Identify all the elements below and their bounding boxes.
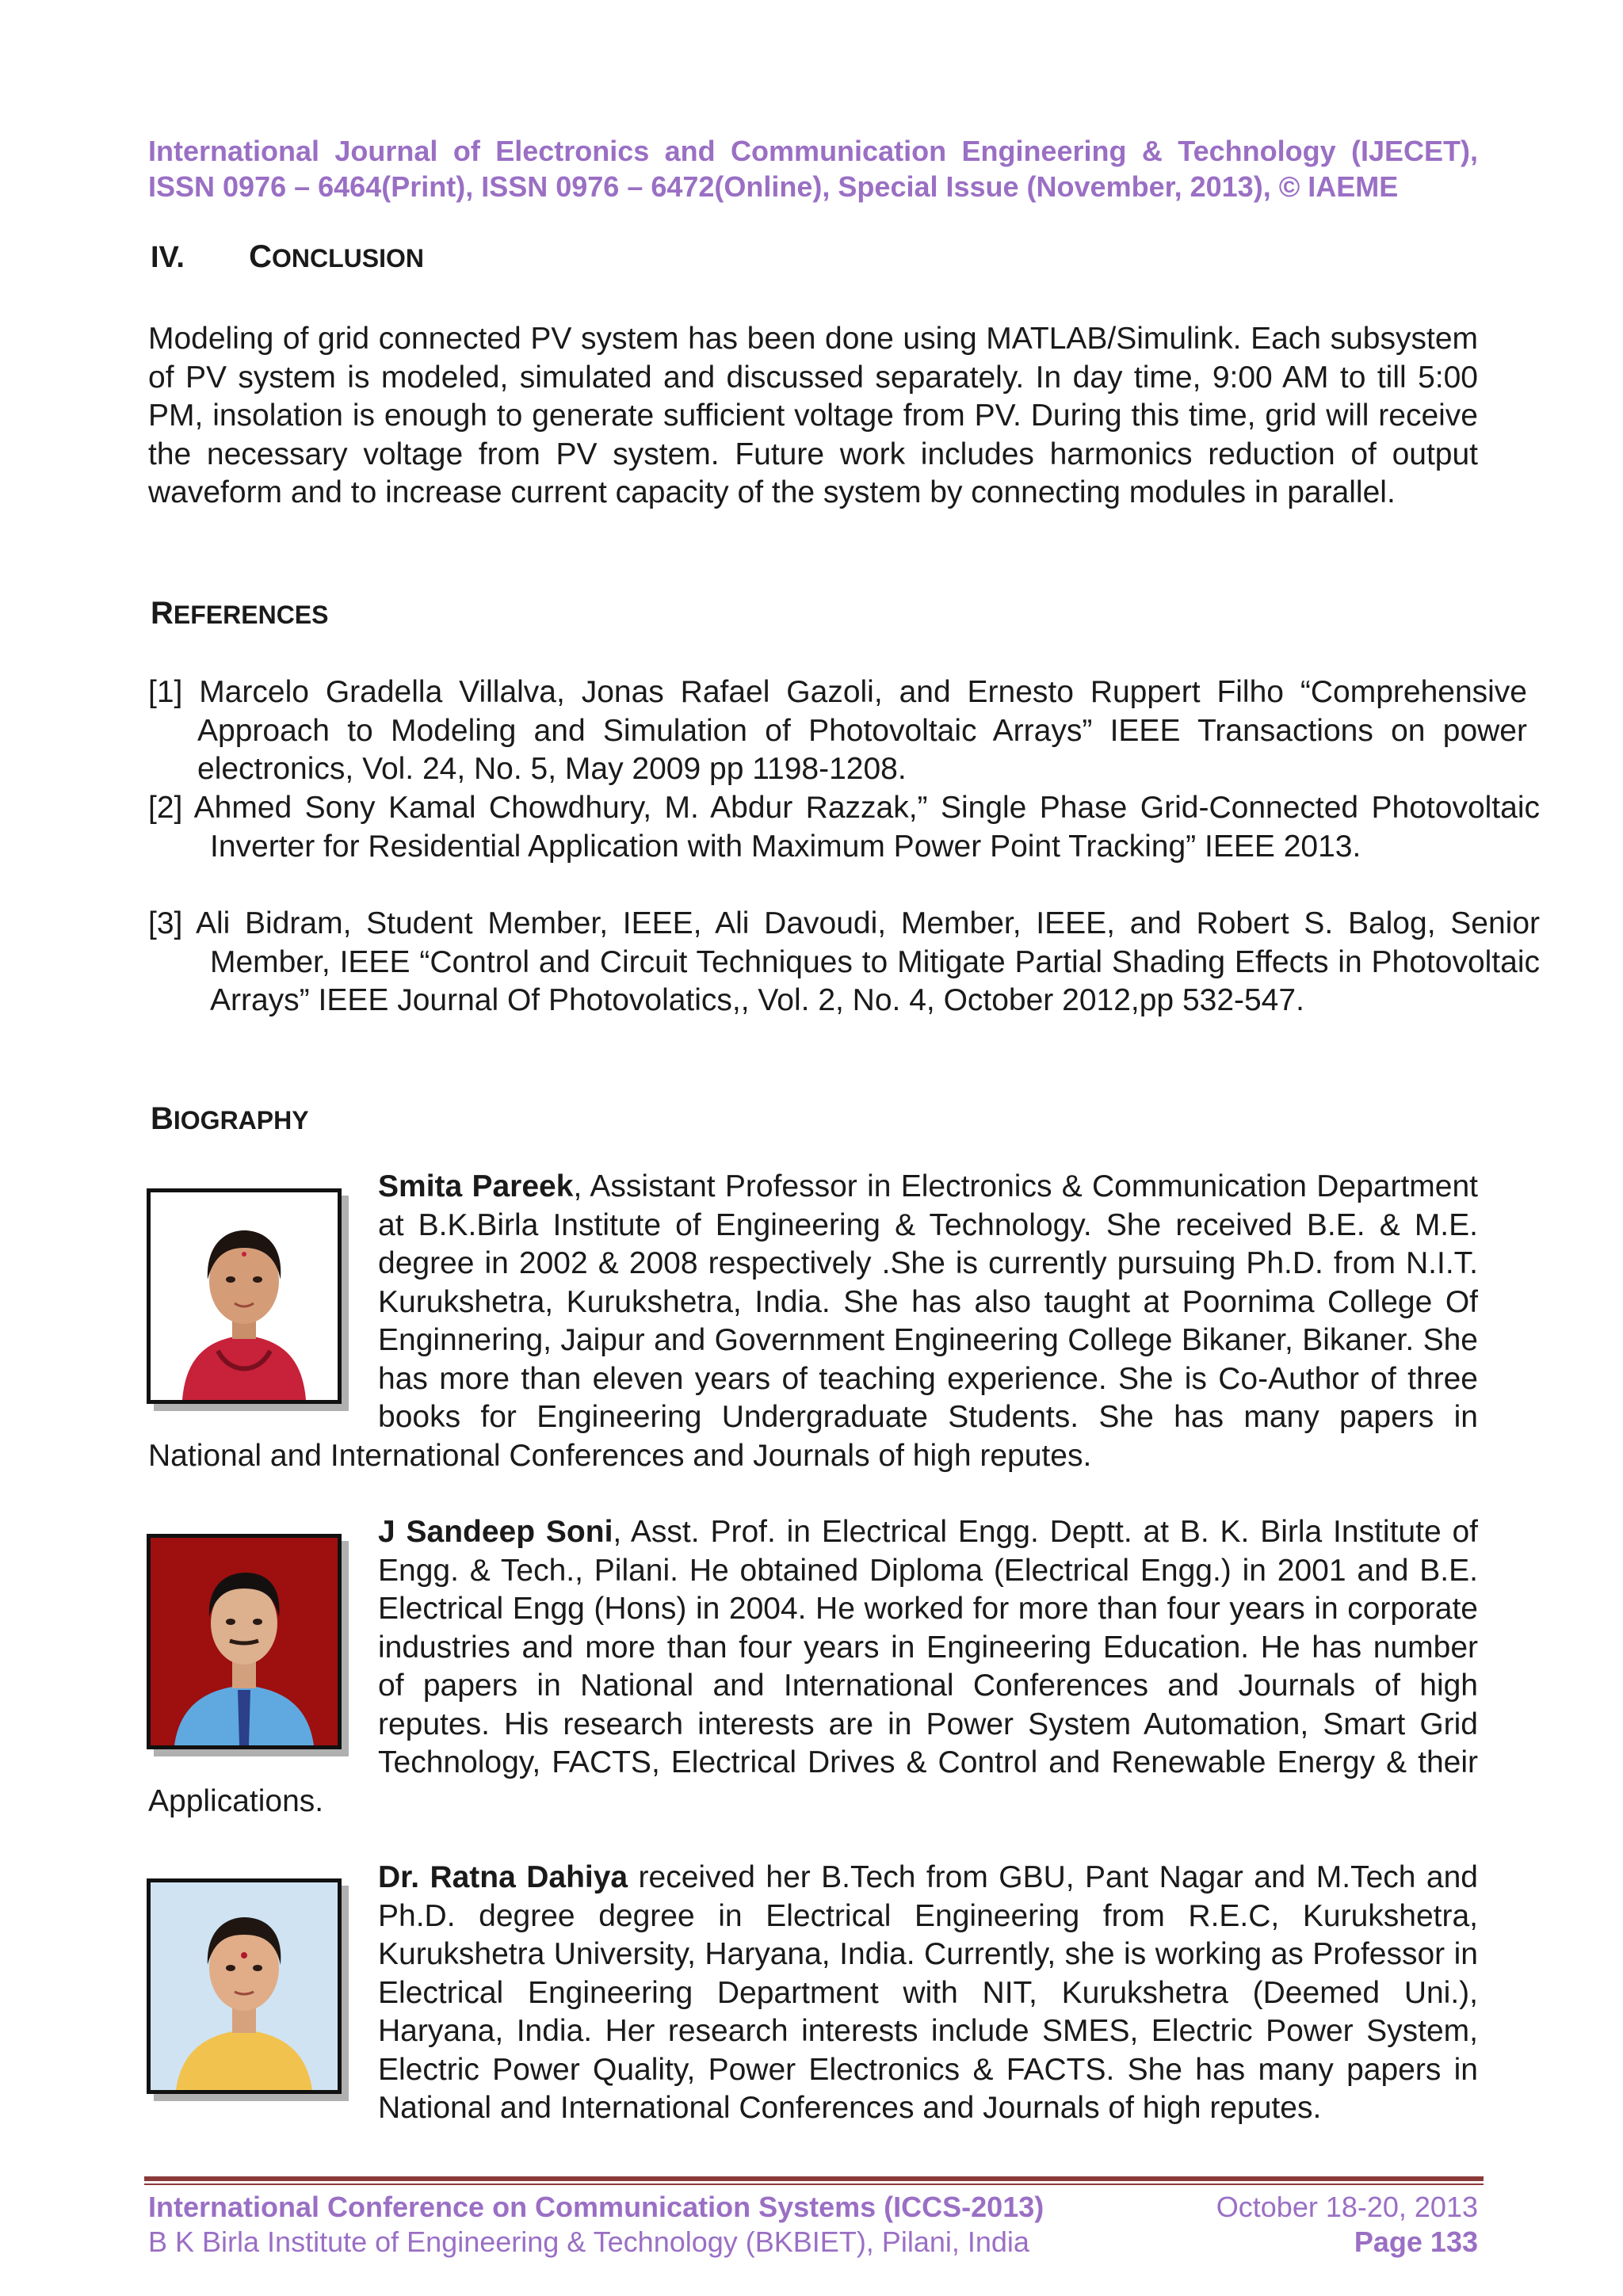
bio-j-sandeep-soni bbox=[148, 1513, 1478, 1821]
section-number: IV. bbox=[151, 241, 185, 274]
journal-header-line2: ISSN 0976 – 6464(Print), ISSN 0976 – 6472(Online), Special Issue (November, 2013), © IAEME bbox=[148, 170, 1399, 203]
footer-page-number: Page 133 bbox=[1354, 2225, 1478, 2258]
heading-initial: C bbox=[249, 239, 272, 274]
footer-institute: B K Birla Institute of Engineering & Technology (BKBIET), Pilani, India bbox=[148, 2225, 1029, 2258]
biography-heading bbox=[151, 1101, 309, 1137]
reference-item-2: [2] Ahmed Sony Kamal Chowdhury, M. Abdur Razzak,” Single Phase Grid-Connected Photovoltaic Inverter for Residential Application with Maximum Power Point Tracking” IEEE 2013. bbox=[148, 791, 1540, 864]
reference-item-1: [1] Marcelo Gradella Villalva, Jonas Rafael Gazoli, and Ernesto Ruppert Filho “Comprehensive Approach to Modeling and Simulation of Photovoltaic Arrays” IEEE Transactions on power electronics, Vol. 24, No. 5, May 2009 pp 1198-1208. bbox=[148, 675, 1527, 786]
bio-smita-pareek bbox=[148, 1168, 1478, 1475]
footer-dates: October 18-20, 2013 bbox=[1216, 2191, 1478, 2223]
footer-conference: International Conference on Communication Systems (ICCS-2013) bbox=[148, 2191, 1044, 2223]
author-bio-text: , Assistant Professor in Electronics & Communication Department at B.K.Birla Institute of Engineering & Technology. She received B.E. & M.E. degree in 2002 & 2008 respectively .She is currently pursuing Ph.D. from N.I.T. Kurukshetra, Kurukshetra, India. She has also taught at Poornima College Of Enginnering, Jaipur and Government Engineering College Bikaner, Bikaner. She has more than eleven years of teaching experience. She is Co-Author of three books for Engineering Undergraduate Students. She has many papers in National and International Conferences and Journals of high reputes. bbox=[148, 1169, 1478, 1473]
bio-ratna-dahiya bbox=[148, 1859, 1478, 2128]
references-heading bbox=[151, 596, 328, 631]
heading-rest: EFERENCES bbox=[173, 601, 329, 629]
heading-rest: ONCLUSION bbox=[272, 244, 424, 273]
photo-spacer bbox=[148, 1859, 378, 2120]
photo-spacer bbox=[148, 1513, 378, 1775]
conclusion-heading bbox=[151, 239, 424, 275]
journal-header bbox=[148, 133, 1478, 204]
author-name: Smita Pareek bbox=[378, 1169, 574, 1203]
footer-rule bbox=[144, 2176, 1484, 2181]
author-name: J Sandeep Soni bbox=[378, 1515, 613, 1549]
photo-spacer bbox=[148, 1168, 378, 1429]
footer-rule-thin bbox=[144, 2183, 1484, 2185]
reference-item-3: [3] Ali Bidram, Student Member, IEEE, Ali Davoudi, Member, IEEE, and Robert S. Balog, Senior Member, IEEE “Control and Circuit Techniques to Mitigate Partial Shading Effects in Photovoltaic Arrays” IEEE Journal Of Photovolatics,, Vol. 2, No. 4, October 2012,pp 532-547. bbox=[148, 906, 1540, 1017]
conclusion-body: Modeling of grid connected PV system has been done using MATLAB/Simulink. Each subsystem of PV system is modeled, simulated and discussed separately. In day time, 9:00 AM to till 5:00 PM, insolation is enough to generate sufficient voltage from PV. During this time, grid will receive the necessary voltage from PV system. Future work includes harmonics reduction of output waveform and to increase current capacity of the system by connecting modules in parallel. bbox=[148, 322, 1478, 509]
heading-initial: B bbox=[151, 1101, 174, 1136]
author-bio-text: received her B.Tech from GBU, Pant Nagar and M.Tech and Ph.D. degree degree in Electrical Engineering from R.E.C, Kurukshetra, Kurukshetra University, Haryana, India. Currently, she is working as Professor in Electrical Engineering Department with NIT, Kurukshetra (Deemed Uni.), Haryana, India. Her research interests include SMES, Electric Power System, Electric Power Quality, Power Electronics & FACTS. She has many papers in National and International Conferences and Journals of high reputes. bbox=[378, 1860, 1478, 2125]
heading-rest: IOGRAPHY bbox=[173, 1106, 309, 1135]
journal-header-line1: International Journal of Electronics and Communication Engineering & Technology (IJECET), bbox=[148, 135, 1478, 167]
author-name: Dr. Ratna Dahiya bbox=[378, 1860, 628, 1894]
heading-initial: R bbox=[151, 596, 174, 631]
author-bio-text: , Asst. Prof. in Electrical Engg. Deptt. at B. K. Birla Institute of Engg. & Tech., Pilani. He obtained Diploma (Electrical Engg.) in 2001 and B.E. Electrical Engg (Hons) in 2004. He worked for more than four years in corporate industries and more than four years in Engineering Education. He has number of papers in National and International Conferences and Journals of high reputes. His research interests are in Power System Automation, Smart Grid Technology, FACTS, Electrical Drives & Control and Renewable Energy & their Applications. bbox=[148, 1515, 1478, 1818]
